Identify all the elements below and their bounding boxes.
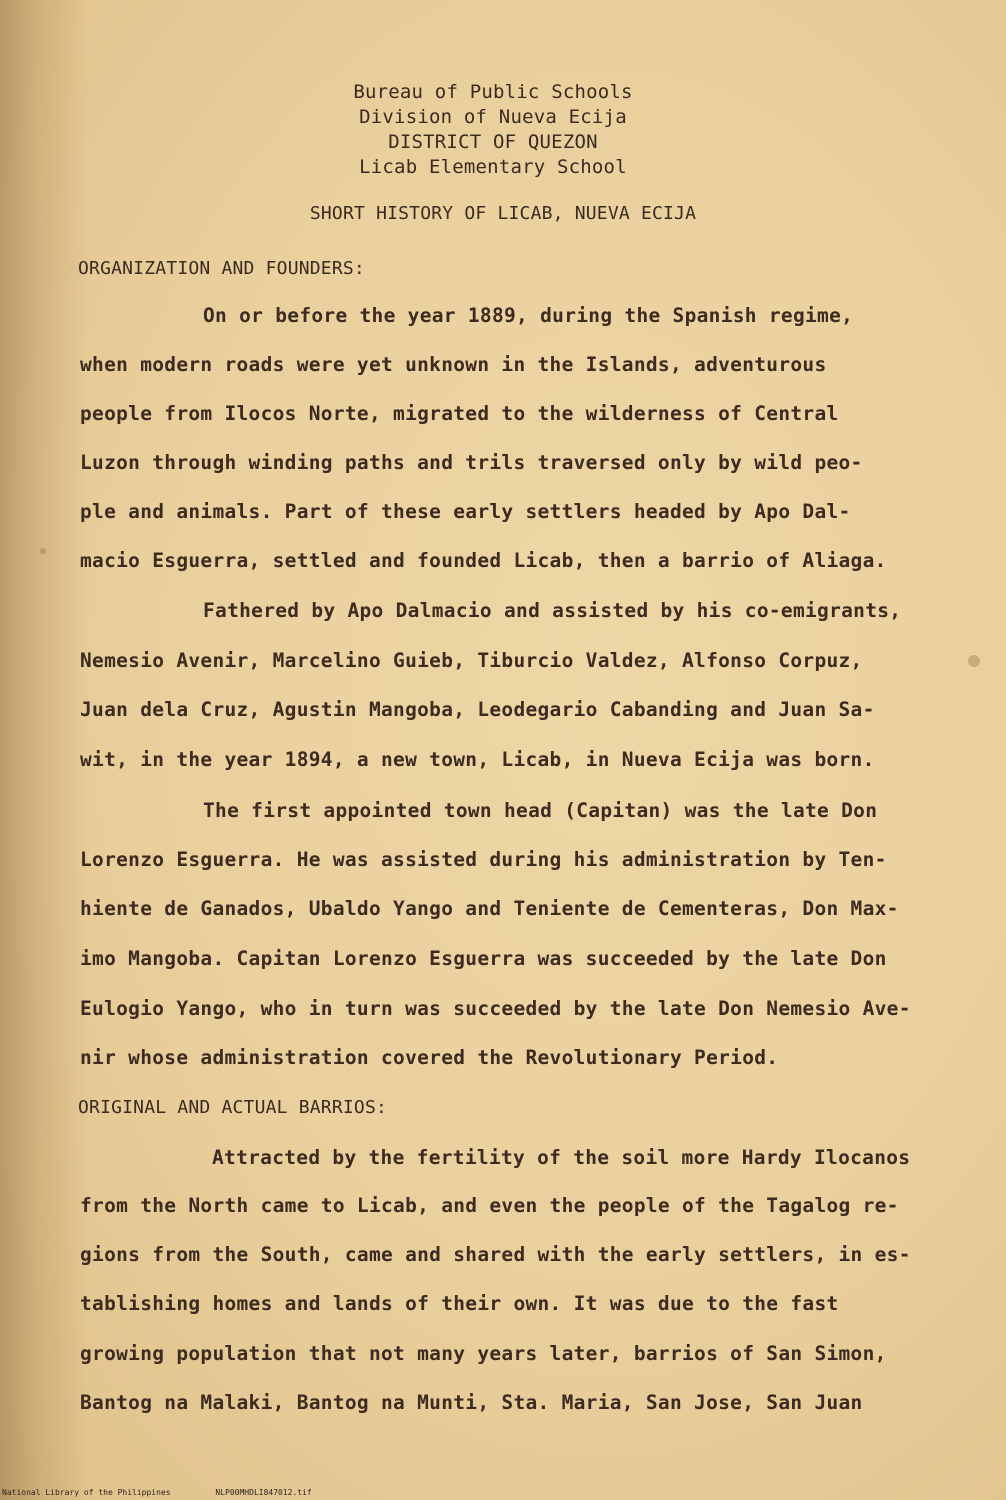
text-line: Luzon through winding paths and trils traversed only by wild peo- bbox=[80, 451, 863, 474]
text-line: Juan dela Cruz, Agustin Mangoba, Leodegario Cabanding and Juan Sa- bbox=[80, 698, 875, 721]
district-line: DISTRICT OF QUEZON bbox=[388, 131, 598, 153]
library-credit: National Library of the Philippines bbox=[2, 1488, 171, 1497]
text-line: when modern roads were yet unknown in the Islands, adventurous bbox=[80, 353, 827, 376]
text-line: hiente de Ganados, Ubaldo Yango and Teniente de Cementeras, Don Max- bbox=[80, 897, 899, 920]
text-line: Nemesio Avenir, Marcelino Guieb, Tiburcio Valdez, Alfonso Corpuz, bbox=[80, 649, 863, 672]
file-name: NLP00MHDLI847012.tif bbox=[215, 1488, 312, 1497]
text-line: Attracted by the fertility of the soil more Hardy Ilocanos bbox=[212, 1146, 911, 1169]
division-line: Division of Nueva Ecija bbox=[359, 106, 627, 128]
letterhead bbox=[0, 80, 1006, 180]
text-line: ple and animals. Part of these early settlers headed by Apo Dal- bbox=[80, 500, 851, 523]
bureau-line: Bureau of Public Schools bbox=[353, 81, 633, 103]
text-line: Lorenzo Esguerra. He was assisted during his administration by Ten- bbox=[80, 848, 887, 871]
text-line: nir whose administration covered the Revolutionary Period. bbox=[80, 1046, 779, 1069]
text-line: The first appointed town head (Capitan) was the late Don bbox=[203, 799, 878, 822]
text-line: On or before the year 1889, during the Spanish regime, bbox=[203, 304, 854, 327]
text-line: gions from the South, came and shared with the early settlers, in es- bbox=[80, 1243, 911, 1266]
text-line: macio Esguerra, settled and founded Licab, then a barrio of Aliaga. bbox=[80, 549, 887, 572]
document-title: SHORT HISTORY OF LICAB, NUEVA ECIJA bbox=[309, 203, 697, 224]
text-line: from the North came to Licab, and even the people of the Tagalog re- bbox=[80, 1194, 899, 1217]
school-line: Licab Elementary School bbox=[359, 156, 627, 178]
text-line: Bantog na Malaki, Bantog na Munti, Sta. Maria, San Jose, San Juan bbox=[80, 1391, 863, 1414]
text-line: tablishing homes and lands of their own. It was due to the fast bbox=[80, 1292, 839, 1315]
text-line: wit, in the year 1894, a new town, Licab, in Nueva Ecija was born. bbox=[80, 748, 875, 771]
section-heading-organization: ORGANIZATION AND FOUNDERS: bbox=[78, 258, 365, 279]
paper-stain bbox=[968, 655, 980, 667]
text-line: imo Mangoba. Capitan Lorenzo Esguerra was succeeded by the late Don bbox=[80, 947, 887, 970]
text-line: people from Ilocos Norte, migrated to the wilderness of Central bbox=[80, 402, 839, 425]
paper-stain bbox=[40, 548, 46, 554]
text-line: Fathered by Apo Dalmacio and assisted by his co-emigrants, bbox=[203, 599, 902, 622]
text-line: growing population that not many years later, barrios of San Simon, bbox=[80, 1342, 887, 1365]
scan-footer bbox=[2, 1488, 352, 1497]
section-heading-barrios: ORIGINAL AND ACTUAL BARRIOS: bbox=[78, 1097, 388, 1118]
text-line: Eulogio Yango, who in turn was succeeded by the late Don Nemesio Ave- bbox=[80, 997, 911, 1020]
